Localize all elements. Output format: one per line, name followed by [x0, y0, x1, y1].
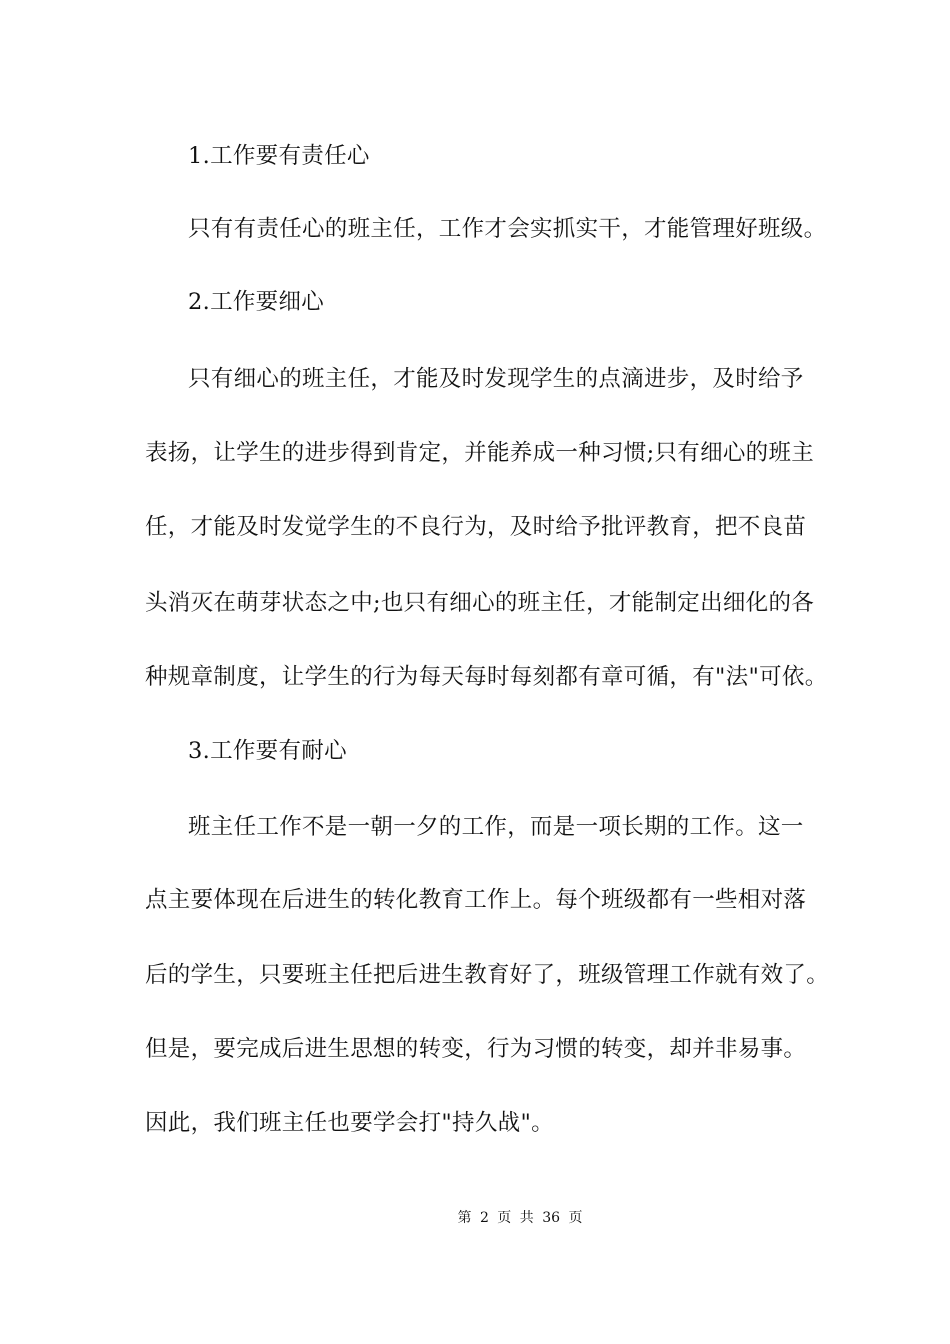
- paragraph-line: 只有细心的班主任，才能及时发现学生的点滴进步，及时给予: [188, 366, 804, 392]
- paragraph-line: 后的学生，只要班主任把后进生教育好了，班级管理工作就有效了。: [145, 962, 830, 988]
- paragraph-line: 只有有责任心的班主任，工作才会实抓实干，才能管理好班级。: [188, 216, 827, 242]
- paragraph-line: 种规章制度，让学生的行为每天每时每刻都有章可循，有"法"可依。: [145, 664, 828, 690]
- paragraph-line: 因此，我们班主任也要学会打"持久战"。: [145, 1110, 554, 1136]
- paragraph-line: 但是，要完成后进生思想的转变，行为习惯的转变，却并非易事。: [145, 1036, 807, 1062]
- paragraph-line: 头消灭在萌芽状态之中;也只有细心的班主任，才能制定出细化的各: [145, 590, 815, 616]
- heading-responsibility: 1.工作要有责任心: [188, 143, 370, 169]
- paragraph-line: 表扬，让学生的进步得到肯定，并能养成一种习惯;只有细心的班主: [145, 440, 815, 466]
- heading-patience: 3.工作要有耐心: [188, 738, 347, 764]
- paragraph-line: 班主任工作不是一朝一夕的工作，而是一项长期的工作。这一: [188, 814, 804, 840]
- heading-carefulness: 2.工作要细心: [188, 289, 325, 315]
- page-number-footer: 第 2 页 共 36 页: [457, 1210, 583, 1226]
- paragraph-line: 点主要体现在后进生的转化教育工作上。每个班级都有一些相对落: [145, 887, 807, 913]
- paragraph-line: 任，才能及时发觉学生的不良行为，及时给予批评教育，把不良苗: [145, 514, 807, 540]
